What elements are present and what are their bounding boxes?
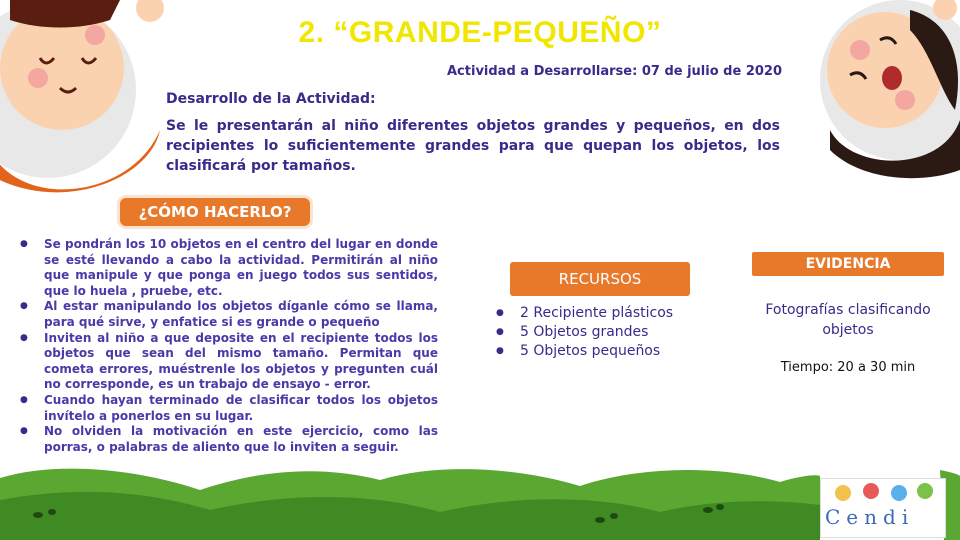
list-item: ● No olviden la motivación en este ejercicio, como las porras, o palabras de aliento que lo inviten a seguir. xyxy=(20,424,438,455)
evidence-heading: EVIDENCIA xyxy=(752,252,944,276)
development-text: Se le presentarán al niño diferentes objetos grandes y pequeños, en dos recipientes lo suficientemente grandes para que quepan los objetos, los clasificará por tamaños. xyxy=(166,118,780,174)
list-item: ● Al estar manipulando los objetos díganle cómo se llama, para qué sirve, y enfatice si es grande o pequeño xyxy=(20,299,438,330)
logo-text: Cendi xyxy=(825,505,915,529)
resources-heading: RECURSOS xyxy=(510,262,690,296)
time-estimate: Tiempo: 20 a 30 min xyxy=(780,360,916,375)
how-to-steps-list xyxy=(20,237,438,455)
list-item: ● Se pondrán los 10 objetos en el centro del lugar en donde se esté llevando a cabo la actividad. Permitirán al niño que manipule y que ponga en juego todos sus sentidos, que lo huela , pruebe, etc. xyxy=(20,237,438,299)
grass-hills xyxy=(0,469,960,540)
evidence-text: Fotografías clasificando objetos xyxy=(765,302,931,338)
list-item: ● Cuando hayan terminado de clasificar todos los objetos invítelo a ponerlos en su lugar. xyxy=(20,393,438,424)
development-label: Desarrollo de la Actividad: xyxy=(166,91,376,107)
list-item: ● 5 Objetos grandes xyxy=(496,323,673,342)
how-to-heading: ¿CÓMO HACERLO? xyxy=(120,198,310,226)
resources-list xyxy=(496,304,673,361)
list-item: ● Inviten al niño a que deposite en el recipiente todos los objetos que sean del mismo tamaño. Permitan que cometa errores, muéstrenle los objetos y pregunten cuál no corresponde, es un trabajo de ensayo - error. xyxy=(20,331,438,393)
list-item: ● 2 Recipiente plásticos xyxy=(496,304,673,323)
activity-date: Actividad a Desarrollarse: 07 de julio de 2020 xyxy=(447,64,782,79)
cendi-logo xyxy=(820,478,946,538)
page-title: 2. “GRANDE-PEQUEÑO” xyxy=(298,16,662,49)
list-item: ● 5 Objetos pequeños xyxy=(496,342,673,361)
